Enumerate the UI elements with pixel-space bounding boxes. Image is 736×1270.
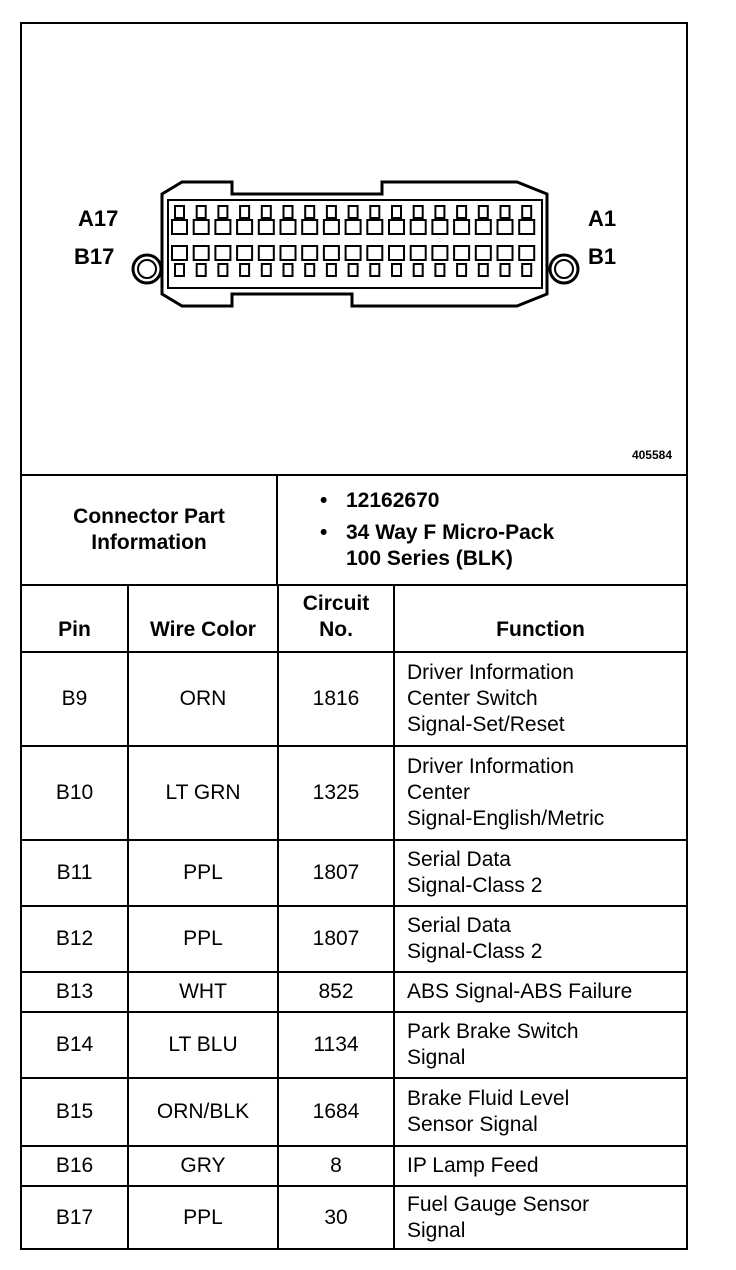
table-row [22,1146,686,1186]
cell-wire-color: LT GRN [128,746,278,840]
pin-cavity-a [432,220,447,234]
pin-cavity-b [284,264,293,276]
pin-cavity-a [389,220,404,234]
cell-wire-color: GRY [128,1146,278,1186]
cell-wire-color: PPL [128,1186,278,1248]
label-b17: B17 [74,244,115,269]
pin-cavity-a [237,220,252,234]
connector-illustration [22,24,686,474]
pin-cavity-a [194,220,209,234]
cell-circuit-no: 1325 [278,746,394,840]
pin-cavity-a [519,220,534,234]
connector-description [280,520,680,572]
pin-cavity-b [476,246,491,260]
pin-cavity-b [262,264,271,276]
pin-cavity-a [259,220,274,234]
header-wire-color: Wire Color [128,586,278,652]
pin-cavity-a [281,220,296,234]
cell-function [394,1078,686,1146]
function-line: Signal [407,1046,466,1069]
pin-cavity-a [172,220,187,234]
pin-cavity-a [392,206,401,218]
pin-cavity-b [302,246,317,260]
pin-row-b [172,246,534,276]
part-number: • 12162670 [280,488,680,514]
header-pin: Pin [22,586,128,652]
cell-circuit-no: 1816 [278,652,394,746]
pin-cavity-a [435,206,444,218]
cell-function [394,906,686,972]
cell-pin: B15 [22,1078,128,1146]
pin-cavity-a [367,220,382,234]
function-line: Driver Information [407,661,574,684]
cell-wire-color: LT BLU [128,1012,278,1078]
pin-cavity-b [432,246,447,260]
table-row [22,746,686,840]
cell-wire-color: PPL [128,840,278,906]
cell-wire-color: WHT [128,972,278,1012]
pin-cavity-b [519,246,534,260]
connector-info-label-line1: Connector Part [73,505,225,528]
pin-cavity-b [215,246,230,260]
pin-cavity-b [237,246,252,260]
pin-cavity-b [172,246,187,260]
table-row [22,652,686,746]
pin-cavity-a [349,206,358,218]
pin-cavity-a [457,206,466,218]
connector-info-label-line2: Information [91,531,207,554]
function-line: Brake Fluid Level [407,1087,570,1110]
cell-function [394,746,686,840]
cell-function [394,972,686,1012]
connector-info-label [22,476,278,584]
function-line: Signal-Class 2 [407,874,543,897]
pin-cavity-b [305,264,314,276]
cell-pin: B13 [22,972,128,1012]
pin-cavity-a [262,206,271,218]
pin-cavity-b [498,246,513,260]
cell-circuit-no: 1807 [278,906,394,972]
pin-cavity-b [370,264,379,276]
cell-pin: B9 [22,652,128,746]
pin-cavity-b [389,246,404,260]
header-circuit-line1: Circuit [302,592,370,615]
cell-wire-color: ORN/BLK [128,1078,278,1146]
pin-row-a [172,206,534,234]
connector-info-values [280,482,680,572]
pin-cavity-a [476,220,491,234]
cell-circuit-no: 1807 [278,840,394,906]
label-a17: A17 [78,206,119,231]
pin-cavity-a [327,206,336,218]
pin-cavity-a [284,206,293,218]
connector-diagram [22,24,686,476]
pin-cavity-a [175,206,184,218]
cell-circuit-no: 30 [278,1186,394,1248]
table-row [22,1186,686,1248]
table-row [22,840,686,906]
function-line: Signal-Set/Reset [407,713,565,736]
cell-circuit-no: 1684 [278,1078,394,1146]
cell-wire-color: ORN [128,652,278,746]
pin-cavity-a [370,206,379,218]
cell-function [394,652,686,746]
pin-cavity-a [218,206,227,218]
label-b1: B1 [588,244,617,269]
label-a1: A1 [588,206,617,231]
pin-cavity-b [218,264,227,276]
reference-number: 405584 [631,448,672,462]
function-line: Signal-English/Metric [407,807,605,830]
pin-cavity-b [327,264,336,276]
pin-cavity-b [194,246,209,260]
pin-cavity-a [324,220,339,234]
function-line: IP Lamp Feed [407,1154,539,1177]
cell-wire-color: PPL [128,906,278,972]
pin-cavity-b [367,246,382,260]
cell-pin: B14 [22,1012,128,1078]
table-row [22,906,686,972]
pin-cavity-b [522,264,531,276]
pin-cavity-b [349,264,358,276]
pin-cavity-a [501,206,510,218]
pin-cavity-b [324,246,339,260]
function-line: Center [407,781,471,804]
pin-cavity-b [240,264,249,276]
function-line: ABS Signal-ABS Failure [407,980,633,1003]
pin-cavity-a [346,220,361,234]
pin-cavity-a [479,206,488,218]
cell-function [394,1186,686,1248]
pin-cavity-a [414,206,423,218]
pin-cavity-b [197,264,206,276]
pin-cavity-a [240,206,249,218]
pin-cavity-a [197,206,206,218]
pin-cavity-b [479,264,488,276]
cell-function [394,840,686,906]
function-line: Driver Information [407,755,574,778]
pinout-table [22,586,686,1248]
function-line: Serial Data [407,914,511,937]
table-row [22,1012,686,1078]
function-line: Serial Data [407,848,511,871]
function-line: Sensor Signal [407,1113,538,1136]
pin-cavity-a [215,220,230,234]
pin-cavity-a [498,220,513,234]
table-header-row [22,586,686,652]
table-row [22,1078,686,1146]
pin-cavity-a [302,220,317,234]
function-line: Signal-Class 2 [407,940,543,963]
cell-pin: B12 [22,906,128,972]
pin-cavity-b [435,264,444,276]
pin-cavity-b [411,246,426,260]
function-line: Center Switch [407,687,538,710]
cell-pin: B10 [22,746,128,840]
header-circuit-line2: No. [319,618,353,641]
pin-cavity-a [522,206,531,218]
cell-circuit-no: 852 [278,972,394,1012]
header-circuit-no [278,586,394,652]
pin-cavity-b [454,246,469,260]
pin-cavity-b [392,264,401,276]
cell-pin: B16 [22,1146,128,1186]
cell-circuit-no: 8 [278,1146,394,1186]
table-row [22,972,686,1012]
pin-cavity-a [411,220,426,234]
connector-description-line2: 100 Series (BLK) [346,547,513,570]
pin-cavity-b [501,264,510,276]
cell-pin: B11 [22,840,128,906]
cell-circuit-no: 1134 [278,1012,394,1078]
pin-cavity-a [305,206,314,218]
function-line: Fuel Gauge Sensor [407,1192,590,1216]
pin-cavity-b [175,264,184,276]
cell-function [394,1146,686,1186]
connector-part-info [22,476,686,586]
pin-cavity-b [346,246,361,260]
pin-cavity-b [259,246,274,260]
function-line: Signal [407,1218,466,1242]
pin-cavity-a [454,220,469,234]
cell-pin: B17 [22,1186,128,1248]
document-frame [20,22,688,1250]
header-function: Function [394,586,686,652]
function-line: Park Brake Switch [407,1020,579,1043]
pin-cavity-b [414,264,423,276]
pin-cavity-b [281,246,296,260]
connector-description-line1: • 34 Way F Micro-Pack [346,521,555,544]
cell-function [394,1012,686,1078]
pin-cavity-b [457,264,466,276]
